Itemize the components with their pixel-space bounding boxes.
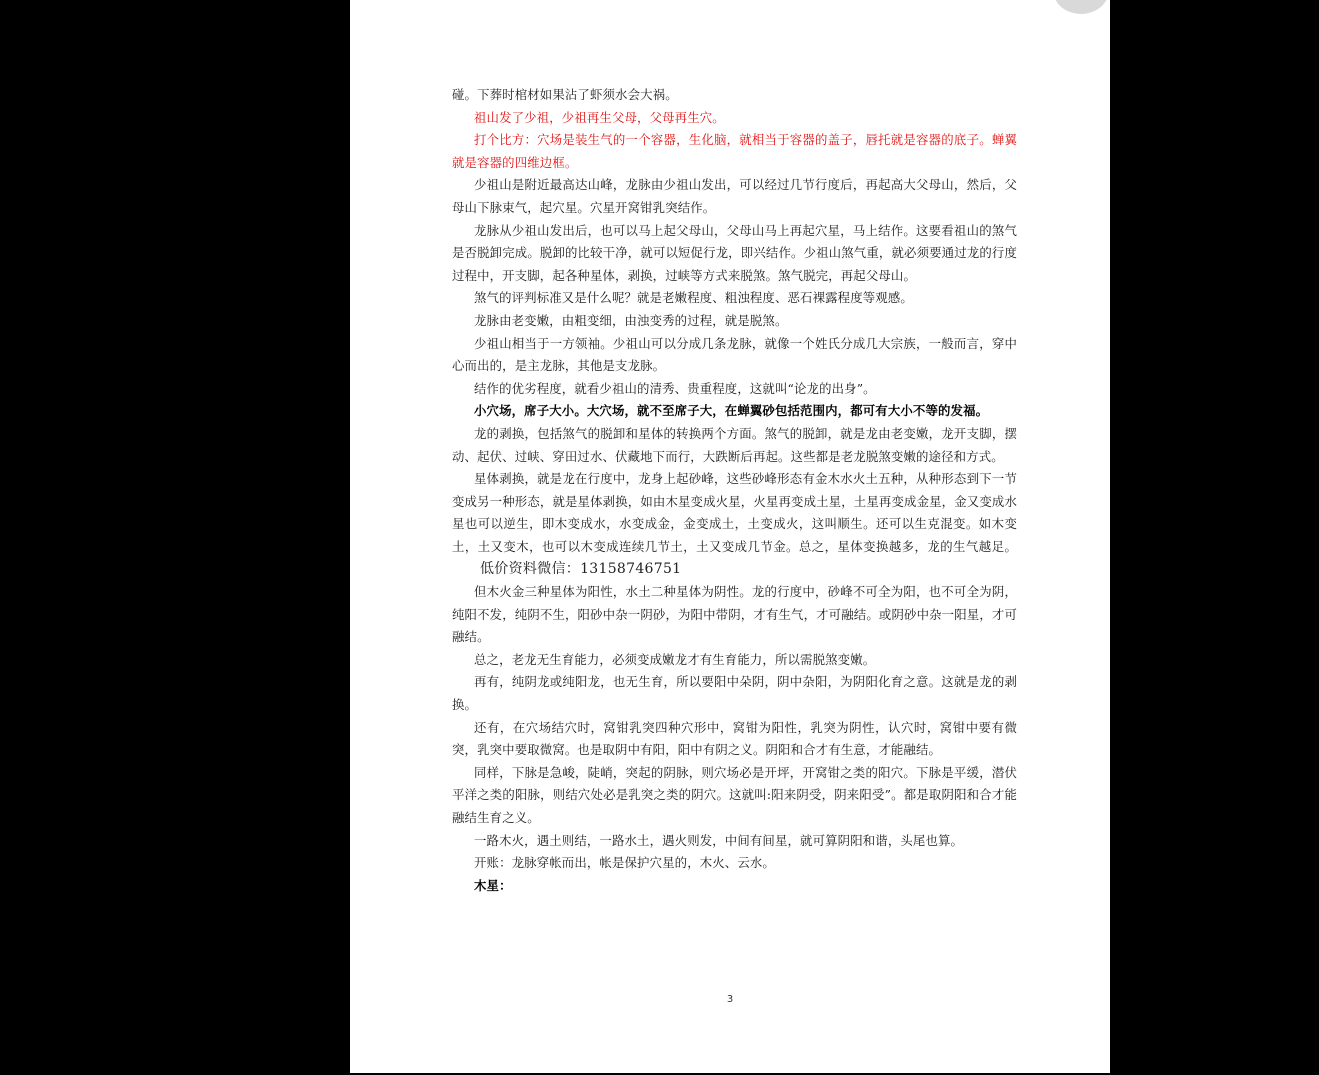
paragraph-bold: 小穴场，席子大小。大穴场，就不至席子大，在蝉翼砂包括范围内，都可有大小不等的发福。: [474, 403, 989, 419]
paragraph: 少祖山是附近最高达山峰，龙脉由少祖山发出，可以经过几节行度后，再起高大父母山，然后，父母山下脉束气，起穴星。穴星开窝钳乳突结作。: [452, 177, 1017, 215]
paragraph: 碰。下葬时棺材如果沾了虾须水会大祸。: [452, 87, 678, 102]
paragraph-red: 祖山发了少祖，少祖再生父母，父母再生穴。: [474, 109, 725, 125]
paragraph: 一路木火，遇土则结，一路水土，遇火则发，中间有间星，就可算阴阳和谐，头尾也算。: [474, 832, 964, 848]
page-toggle-handle[interactable]: [1053, 0, 1109, 14]
paragraph: 煞气的评判标准又是什么呢？就是老嫩程度、粗浊程度、恶石裸露程度等观感。: [474, 290, 913, 306]
paragraph-red: 打个比方：穴场是装生气的一个容器，生化脑，就相当于容器的盖子，唇托就是容器的底子。蝉翼就是容器的四维边框。: [452, 132, 1017, 170]
paragraph-with-ad: [452, 468, 1017, 581]
page-number: 3: [726, 994, 734, 1005]
paragraph: 结作的优劣程度，就看少祖山的清秀、贵重程度，这就叫“论龙的出身”。: [474, 380, 876, 396]
watermark-ad-text: 低价资料微信：13158746751: [480, 561, 682, 578]
paragraph: 龙脉由老变嫩，由粗变细，由浊变秀的过程，就是脱煞。: [474, 312, 788, 328]
paragraph: 开账：龙脉穿帐而出，帐是保护穴星的，木火、云水。: [474, 855, 775, 871]
paragraph: 龙的剥换，包括煞气的脱卸和星体的转换两个方面。煞气的脱卸，就是龙由老变嫩，龙开支脚，摆动、起伏、过峡、穿田过水、伏藏地下而行，大跌断后再起。这些都是老龙脱煞变嫩的途径和方式。: [452, 425, 1017, 464]
paragraph-text: 星体剥换，就是龙在行度中，龙身上起砂峰，这些砂峰形态有金木水火土五种，从种形态到下一节变成另一种形态，就是星体剥换，如由木星变成火星，火星再变成土星，土星再变成金星，金又变成水星也可以逆生，即木变成水，水变成金，金变成土，土变成火，这叫顺生。还可以生克混变。如木变土，土又变木，也可以木变成连续几节土，土又变成几节金。总之，星体变换越多，龙的生气越足。: [452, 471, 1017, 554]
paragraph: 总之，老龙无生育能力，必须变成嫩龙才有生育能力，所以需脱煞变嫩。: [474, 651, 876, 667]
paragraph: 再有，纯阴龙或纯阳龙，也无生育，所以要阳中朵阴，阴中杂阳，为阴阳化育之意。这就是龙的剥换。: [452, 674, 1017, 713]
page-body-text: [452, 84, 1017, 897]
paragraph: 但木火金三种星体为阳性，水土二种星体为阴性。龙的行度中，砂峰不可全为阳，也不可全为阴，纯阳不发，纯阴不生，阳砂中杂一阴砂，为阳中带阴，才有生气，才可融结。或阴砂中杂一阳星，才可融结。: [452, 584, 1017, 645]
paragraph: 少祖山相当于一方领袖。少祖山可以分成几条龙脉，就像一个姓氏分成几大宗族，一般而言，穿中心而出的，是主龙脉，其他是支龙脉。: [452, 335, 1017, 374]
paragraph: 同样，下脉是急峻，陡峭，突起的阴脉，则穴场必是开坪，开窝钳之类的阳穴。下脉是平缓，潜伏平洋之类的阳脉，则结穴处必是乳突之类的阴穴。这就叫:阳来阴受，阴来阳受”。都是取阴阳和合才能融结生育之义。: [452, 764, 1017, 825]
section-heading: 木星：: [474, 877, 512, 893]
paragraph: 还有，在穴场结穴时，窝钳乳突四种穴形中，窝钳为阳性，乳突为阴性，认穴时，窝钳中要有微突，乳突中要取微窝。也是取阴中有阳，阳中有阴之义。阴阳和合才有生意，才能融结。: [452, 719, 1017, 758]
document-page: [350, 0, 1110, 1073]
paragraph: 龙脉从少祖山发出后，也可以马上起父母山，父母山马上再起穴星，马上结作。这要看祖山的煞气是否脱卸完成。脱卸的比较干净，就可以短促行龙，即兴结作。少祖山煞气重，就必须要通过龙的行度过程中，开支脚，起各种星体，剥换，过峡等方式来脱煞。煞气脱完，再起父母山。: [452, 222, 1017, 283]
